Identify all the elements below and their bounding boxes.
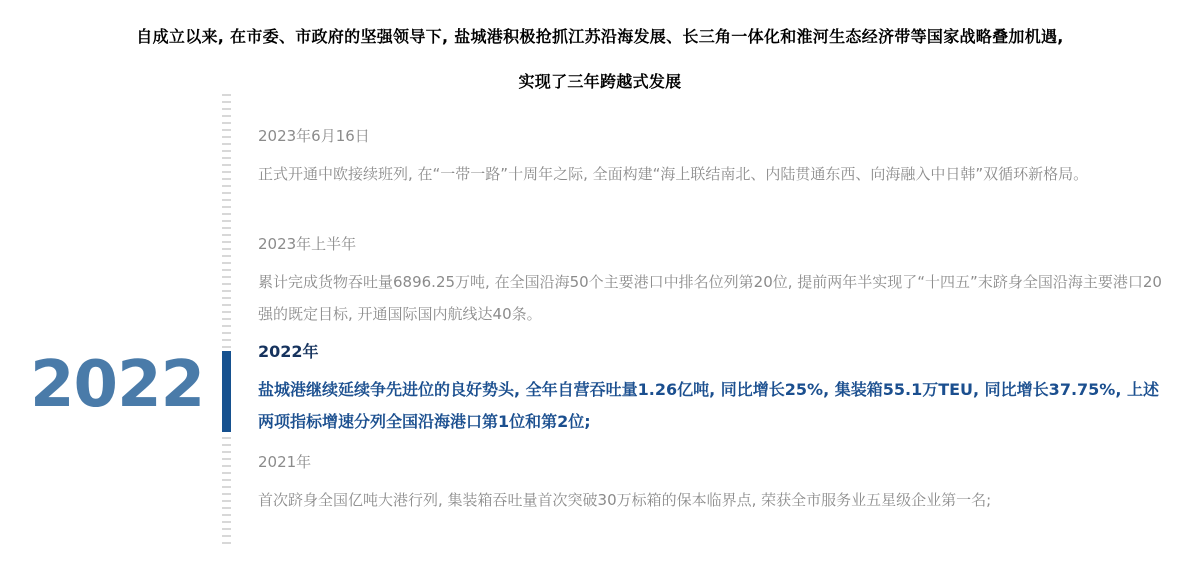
timeline-entry-text: 累计完成货物吞吐量6896.25万吨, 在全国沿海50个主要港口中排名位列第20位, 提前两年半实现了“十四五”末跻身全国沿海主要港口20强的既定目标, 开通国际国内航线达40条。 xyxy=(258,273,1162,323)
timeline-active-marker xyxy=(222,351,231,432)
timeline-entries xyxy=(258,0,1170,562)
active-year-display: 2022 xyxy=(30,348,205,422)
timeline-entry-date: 2021年 xyxy=(258,453,312,471)
timeline-entry-date: 2022年 xyxy=(258,342,319,361)
timeline-entry[interactable] xyxy=(258,452,1170,516)
timeline-entry-date: 2023年上半年 xyxy=(258,235,357,253)
timeline-entry-text: 盐城港继续延续争先进位的良好势头, 全年自营吞吐量1.26亿吨, 同比增长25%, 集装箱55.1万TEU, 同比增长37.75%, 上述两项指标增速分列全国沿海港口第1位和第2位; xyxy=(258,380,1159,431)
section-header-line2: 实现了三年跨越式发展 xyxy=(518,72,682,91)
timeline-entry-date: 2023年6月16日 xyxy=(258,127,370,145)
timeline-entry-text: 首次跻身全国亿吨大港行列, 集装箱吞吐量首次突破30万标箱的保本临界点, 荣获全市服务业五星级企业第一名; xyxy=(258,491,992,509)
timeline-entry[interactable] xyxy=(258,342,1170,438)
timeline-entry[interactable] xyxy=(258,126,1170,190)
timeline-dashed-line xyxy=(222,94,231,546)
timeline-entry-text: 正式开通中欧接续班列, 在“一带一路”十周年之际, 全面构建“海上联结南北、内陆贯通东西、向海融入中日韩”双循环新格局。 xyxy=(258,165,1089,183)
section-header-line1: 自成立以来, 在市委、市政府的坚强领导下, 盐城港积极抢抓江苏沿海发展、长三角一体化和淮河生态经济带等国家战略叠加机遇, xyxy=(136,27,1064,46)
timeline-entry[interactable] xyxy=(258,234,1170,330)
